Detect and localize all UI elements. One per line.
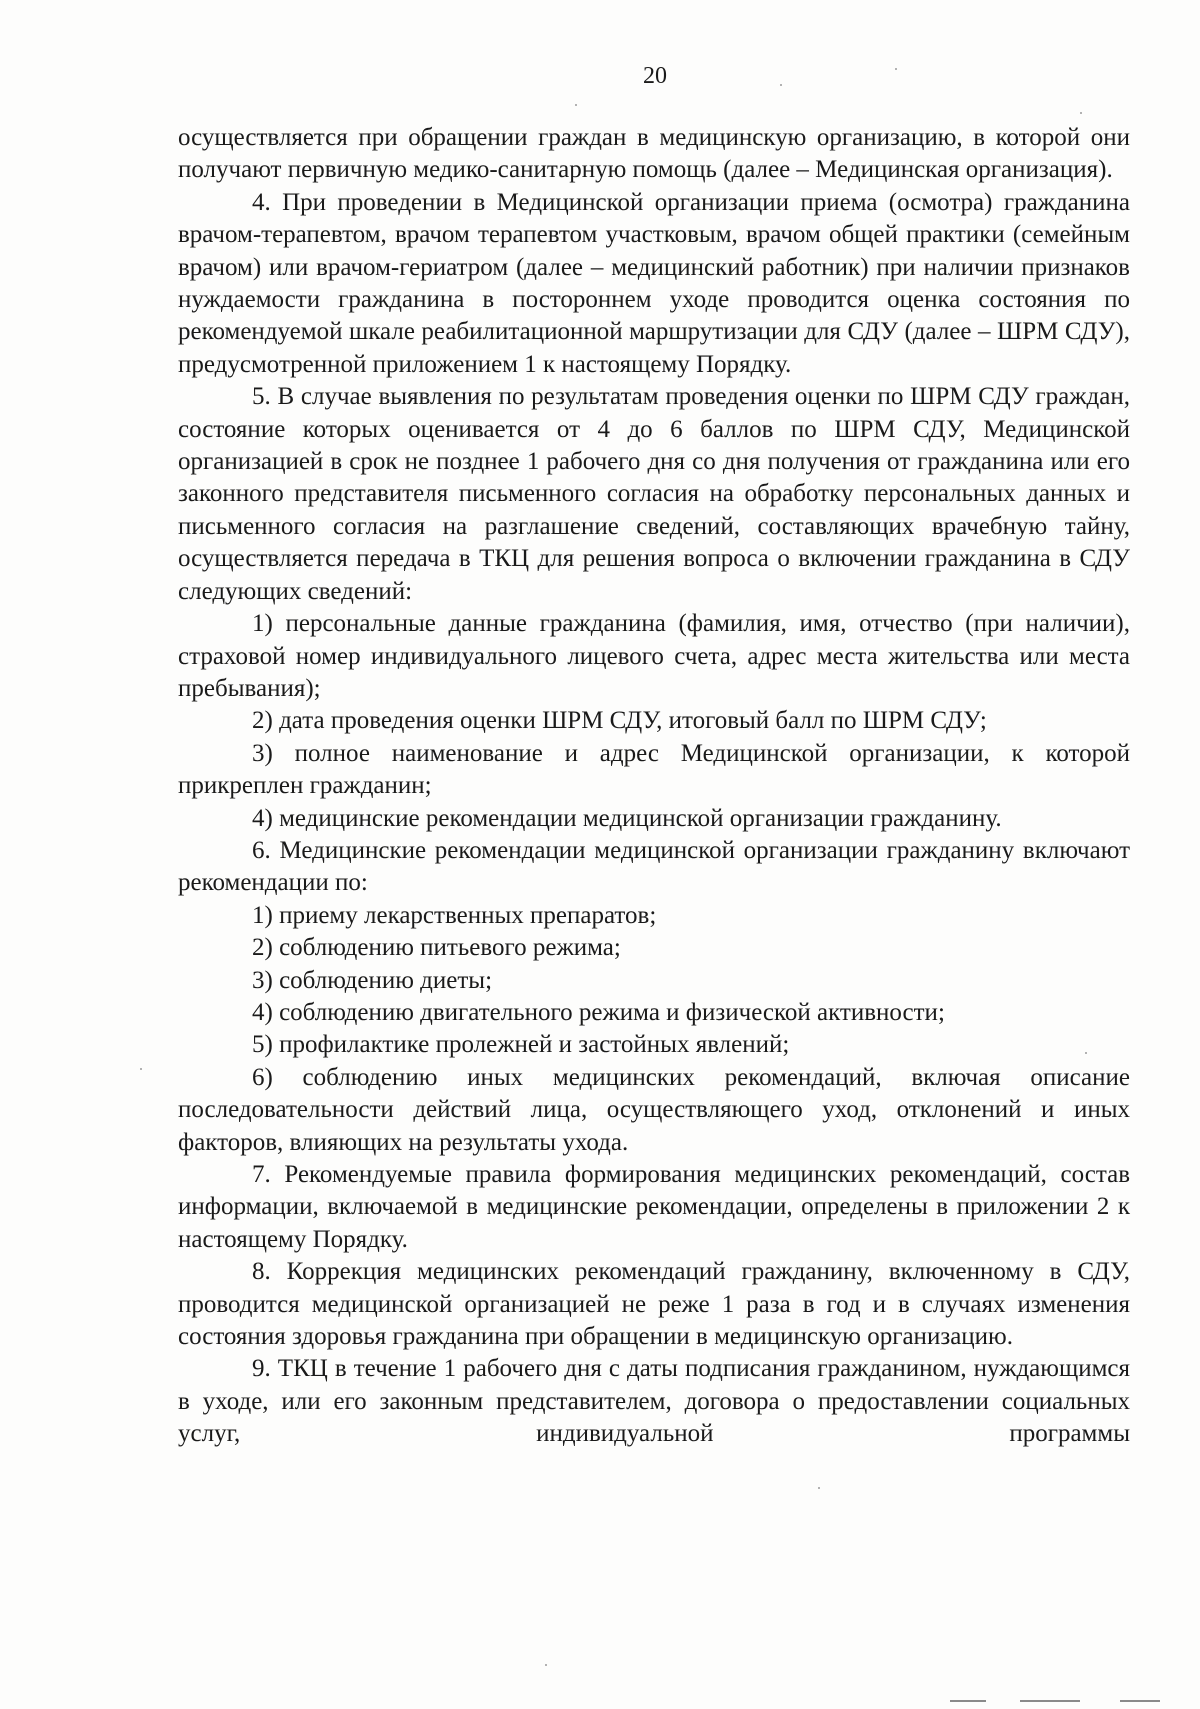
subitem-6-3: 3) соблюдению диеты; [252,966,493,994]
subitem-6-1: 1) приему лекарственных препаратов; [252,901,657,929]
scan-speck [895,68,897,70]
scan-speck [545,1664,547,1666]
page-number: 20 [643,63,667,89]
paragraph-item-9: 9. ТКЦ в течение 1 рабочего дня с даты подписания гражданином, нуждающимся в уходе, или его законным представителем, договора о предоставлении социальных услуг, индивидуальной программы [178,1355,1130,1448]
paragraph-item-8: 8. Коррекция медицинских рекомендаций гражданину, включенному в СДУ, проводится медицинской организацией не реже 1 раза в год и в случаях изменения состояния здоровья гражданина при обращении в медицинскую организацию. [178,1258,1130,1351]
subitem-5-1: 1) персональные данные гражданина (фамилия, имя, отчество (при наличии), страховой номер индивидуального лицевого счета, адрес места жительства или места пребывания); [178,610,1130,702]
scan-speck [818,1487,820,1489]
scan-edge-mark [950,1700,986,1702]
subitem-6-5: 5) профилактике пролежней и застойных явлений; [252,1031,790,1059]
paragraph-item-7: 7. Рекомендуемые правила формирования медицинских рекомендаций, состав информации, включаемой в медицинские рекомендации, определены в приложении 2 к настоящему Порядку. [178,1161,1130,1253]
subitem-5-3: 3) полное наименование и адрес Медицинской организации, к которой прикреплен гражданин; [178,739,1130,800]
paragraph-item-5: 5. В случае выявления по результатам проведения оценки по ШРМ СДУ граждан, состояние которых оценивается от 4 до 6 баллов по ШРМ СДУ, Медицинской организацией в срок не позднее 1 рабочего дня со дня получения от гражданина или его законного представителя письменного согласия на обработку персональных данных и письменного согласия на разглашение сведений, составляющих врачебную тайну, осуществляется передача в ТКЦ для решения вопроса о включении гражданина в СДУ следующих сведений: [178,383,1130,605]
paragraph-item-4: 4. При проведении в Медицинской организации приема (осмотра) гражданина врачом-терапевтом, врачом терапевтом участковым, врачом общей практики (семейным врачом) или врачом-гериатром (далее – медицинский работник) при наличии признаков нуждаемости гражданина в постороннем уходе проводится оценка состояния по рекомендуемой шкале реабилитационной маршрутизации для СДУ (далее – ШРМ СДУ), предусмотренной приложением 1 к настоящему Порядку. [178,188,1130,378]
scan-speck [780,84,782,86]
scan-speck [1085,1052,1087,1054]
subitem-6-2: 2) соблюдению питьевого режима; [252,934,621,962]
paragraph-item-6: 6. Медицинские рекомендации медицинской организации гражданину включают рекомендации по: [178,836,1130,897]
scan-speck [140,1068,142,1070]
paragraph-continuation: осуществляется при обращении граждан в медицинскую организацию, в которой они получают первичную медико-санитарную помощь (далее – Медицинская организация). [178,124,1130,184]
document-body [178,122,1130,1451]
subitem-6-6: 6) соблюдению иных медицинских рекомендаций, включая описание последовательности действий лица, осуществляющего уход, отклонений и иных факторов, влияющих на результаты ухода. [178,1063,1130,1156]
scan-edge-mark [1120,1700,1160,1702]
scan-edge-mark [1020,1700,1080,1702]
subitem-5-2: 2) дата проведения оценки ШРМ СДУ, итоговый балл по ШРМ СДУ; [252,707,987,735]
subitem-5-4: 4) медицинские рекомендации медицинской организации гражданину. [252,804,1002,832]
scan-speck [1080,112,1082,114]
scan-speck [575,104,577,106]
subitem-6-4: 4) соблюдению двигательного режима и физической активности; [252,998,945,1026]
